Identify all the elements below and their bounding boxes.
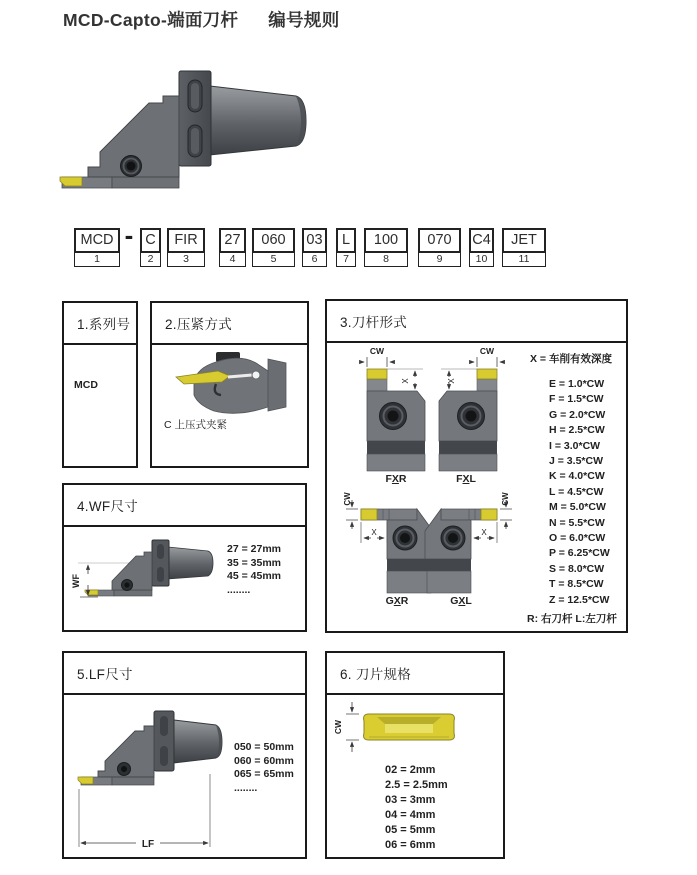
page-title-main: MCD-Capto-端面刀杆 [63,10,239,30]
shank-cylinder [210,86,306,155]
insert-tip [60,177,82,186]
clamp-screw-stem [228,375,252,377]
depth-code: I = 3.0*CW [549,439,601,452]
segment-value: 070 [418,228,461,253]
depth-code: H = 2.5*CW [549,424,605,437]
insert-width-value: 2.5 = 2.5mm [385,779,448,791]
code-segment [469,228,494,267]
insert-spec-box-title: 6. 刀片规格 [327,653,503,695]
wf-value: ........ [227,583,251,596]
code-segment [502,228,546,267]
cw-label: CW [479,346,495,356]
lf-box [62,651,307,859]
fxr-label: FXR [385,473,407,485]
x-label: X [401,378,410,384]
cw-label: CW [333,719,343,735]
depth-note: X = 车削有效深度 [530,353,612,365]
depth-code: L = 4.5*CW [549,485,604,498]
code-separator: - [124,220,134,250]
clamping-box [150,301,309,468]
clamp-body [194,358,268,413]
lf-value: 065 = 65mm [234,768,294,780]
lf-values [234,741,294,795]
clamping-caption: C 上压式夹紧 [164,419,227,431]
wf-value: 27 = 27mm [227,543,281,555]
gx-tools-diagram [343,489,515,595]
segment-value: 27 [219,228,246,253]
segment-number: 2 [140,253,161,267]
depth-code: G = 2.0*CW [549,408,606,421]
lf-value: ........ [234,781,258,794]
code-segment [252,228,295,267]
x-label: X [481,528,487,537]
lf-dimension-image [70,699,230,857]
series-box [62,301,138,468]
depth-code-list [549,377,610,608]
gxr-label: GXR [385,595,409,607]
lf-label: LF [141,839,155,850]
depth-code: T = 8.5*CW [549,578,604,591]
segment-value: C4 [469,228,494,253]
code-segment [302,228,327,267]
depth-code: M = 5.0*CW [549,501,606,514]
shank-form-box-title: 3.刀杆形式 [327,301,626,343]
depth-code: S = 8.0*CW [549,562,605,575]
wf-values [227,543,281,597]
code-segment [418,228,461,267]
segment-value: 100 [364,228,408,253]
segment-number: 10 [469,253,494,267]
insert-width-value: 03 = 3mm [385,794,436,806]
segment-number: 5 [252,253,295,267]
x-label: X [447,378,456,384]
series-box-title: 1.系列号 [64,303,136,345]
cw-label: CW [369,346,385,356]
segment-value: MCD [74,228,120,253]
tool-side-view-image [50,58,360,198]
lf-value: 050 = 50mm [234,741,294,753]
clamping-box-title: 2.压紧方式 [152,303,307,345]
segment-value: L [336,228,356,253]
segment-number: 3 [167,253,205,267]
lf-box-title: 5.LF尺寸 [64,653,305,695]
depth-code: E = 1.0*CW [549,378,605,390]
code-segment [364,228,408,267]
wf-dimension-image [68,533,223,627]
clamp-detail-image [174,351,294,415]
insert-width-value: 06 = 6mm [385,839,436,851]
wf-value: 35 = 35mm [227,556,281,569]
wf-box [62,483,307,632]
code-segment [140,228,161,267]
depth-code: N = 5.5*CW [549,516,605,529]
segment-number: 9 [418,253,461,267]
gxl-label: GXL [450,595,472,607]
insert-width-value: 04 = 4mm [385,809,436,821]
hand-note: R: 右刀杆 L:左刀杆 [527,613,617,625]
lf-value: 060 = 60mm [234,754,294,767]
code-segment [219,228,246,267]
wf-box-title: 4.WF尺寸 [64,485,305,527]
page-title-sub: 编号规则 [268,10,340,30]
depth-code: Z = 12.5*CW [549,593,610,606]
segment-number: 6 [302,253,327,267]
x-label: X [371,528,377,537]
depth-code: K = 4.0*CW [549,470,605,483]
code-segment [336,228,356,267]
segment-value: 03 [302,228,327,253]
segment-value: JET [502,228,546,253]
depth-code: P = 6.25*CW [549,547,610,560]
segment-value: C [140,228,161,253]
segment-number: 8 [364,253,408,267]
depth-code: F = 1.5*CW [549,393,604,406]
page-title [63,7,340,32]
cw-label: CW [343,492,352,506]
depth-code: J = 3.5*CW [549,455,603,468]
series-value: MCD [74,379,98,391]
segment-number: 11 [502,253,546,267]
segment-number: 4 [219,253,246,267]
fx-tools-diagram [357,345,507,473]
wf-label: WF [71,574,81,588]
segment-value: FIR [167,228,205,253]
clamp-insert [176,371,230,384]
shank-form-box [325,299,628,633]
insert-top-view-image [335,699,463,755]
insert-spec-box [325,651,505,859]
segment-number: 1 [74,253,120,267]
depth-code: O = 6.0*CW [549,532,606,545]
wf-value: 45 = 45mm [227,570,281,582]
code-segment [74,228,120,267]
segment-value: 060 [252,228,295,253]
cw-label: CW [501,492,510,506]
fxl-label: FXL [456,473,476,485]
segment-number: 7 [336,253,356,267]
clamp-screw-head [252,371,260,379]
code-segment [167,228,205,267]
insert-width-value: 05 = 5mm [385,824,436,836]
insert-width-value: 02 = 2mm [385,764,436,776]
insert-width-values [385,763,448,853]
